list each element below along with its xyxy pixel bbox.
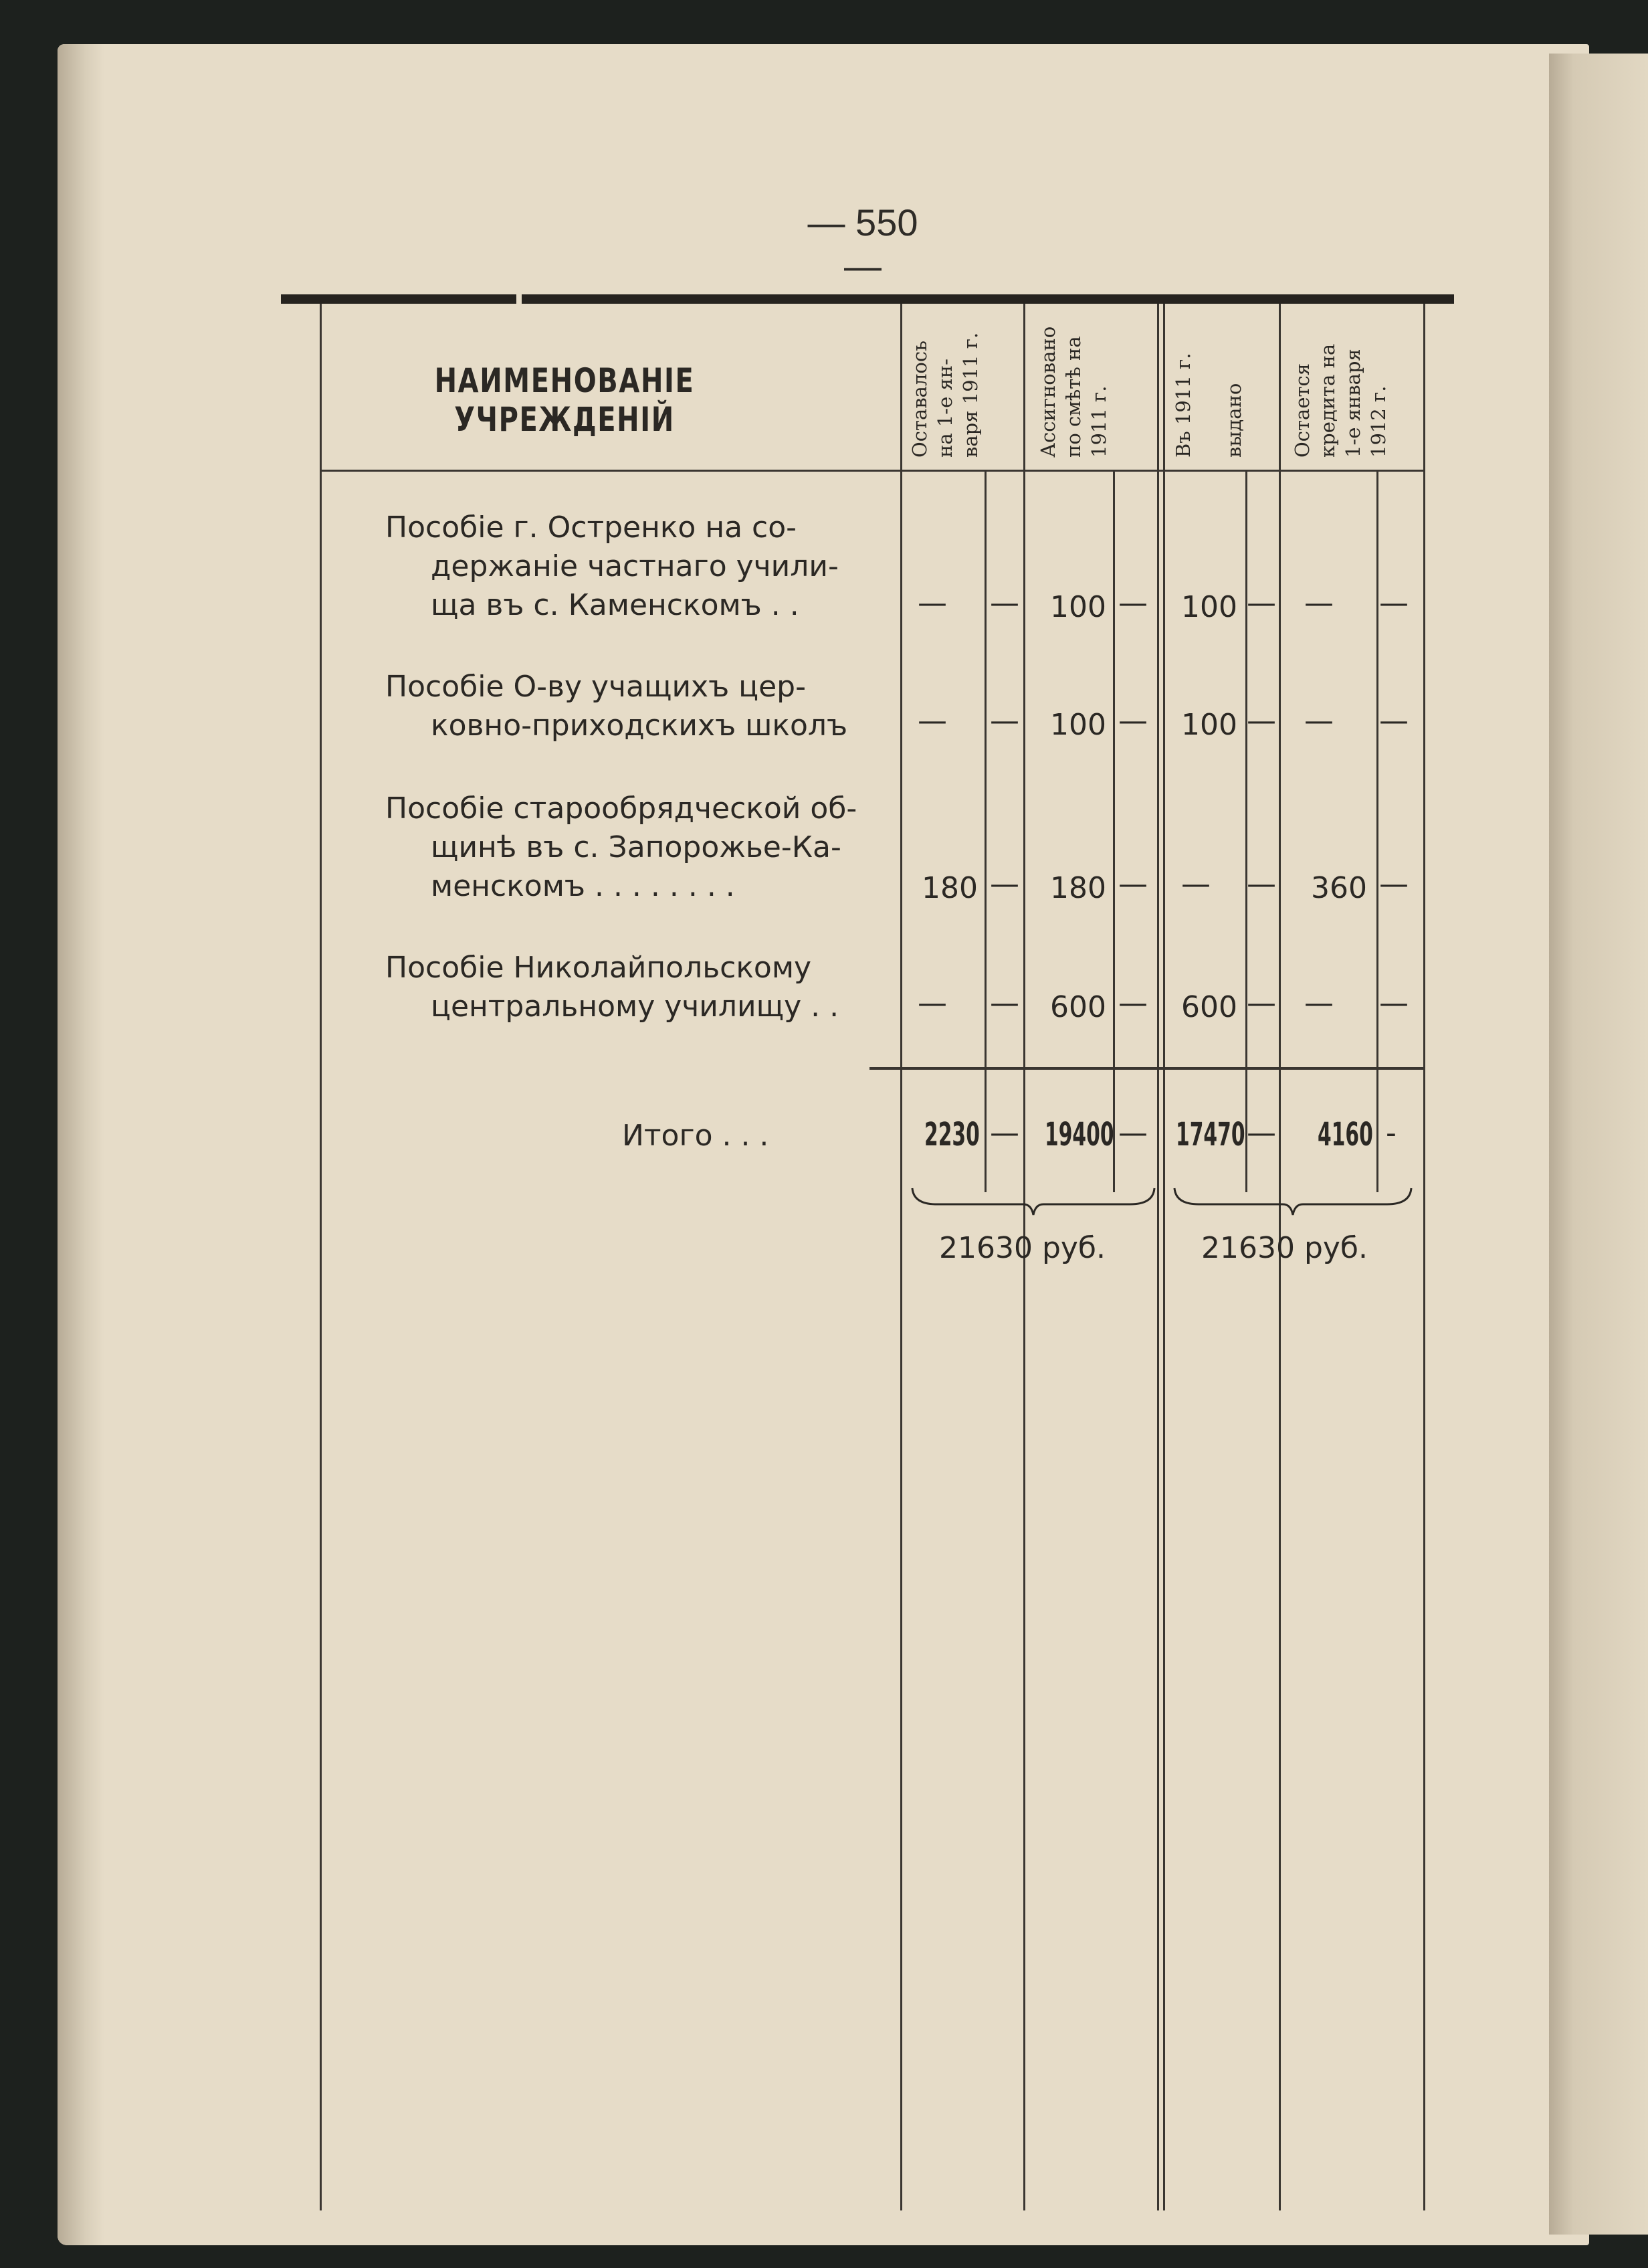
col3-sub-border xyxy=(1245,470,1247,1192)
col2-sub-border xyxy=(1113,470,1115,1192)
total-divider xyxy=(869,1067,1423,1070)
row-2-col2-kop: — xyxy=(1118,704,1148,738)
column-header-issued-1911: Въ 1911 г. выдано xyxy=(1172,353,1245,458)
row-4-col1-kop: — xyxy=(990,986,1019,1020)
left-sum: 21630 руб. xyxy=(939,1231,1106,1265)
total-col3-kop: — xyxy=(1247,1116,1276,1150)
page-edge-shadow xyxy=(58,44,104,2245)
row-4-col4: — xyxy=(1304,986,1334,1020)
col1-left-border xyxy=(900,304,902,2210)
total-col4: 4160 xyxy=(1318,1116,1373,1153)
row-3-col4-kop: — xyxy=(1379,867,1409,901)
table-right-border xyxy=(1423,304,1425,2210)
row-3-line-2: щинѣ въ с. Запорожье-Ка- xyxy=(431,830,841,864)
top-rule-right xyxy=(522,294,1454,304)
row-3-description xyxy=(385,789,857,906)
row-3-col2-kop: — xyxy=(1118,867,1148,901)
right-sum-brace xyxy=(1172,1184,1414,1218)
row-2-col1-kop: — xyxy=(990,704,1019,738)
total-col3: 17470 xyxy=(1176,1116,1245,1153)
total-col2-kop: — xyxy=(1118,1116,1148,1150)
row-2-col2: 100 xyxy=(1050,708,1106,742)
row-2-line-2: ковно-приходскихъ школъ xyxy=(431,708,848,743)
row-3-col3: — xyxy=(1181,867,1211,901)
row-4-description xyxy=(385,949,839,1026)
header-divider xyxy=(320,470,1423,472)
total-col2: 19400 xyxy=(1045,1116,1114,1153)
left-sum-brace xyxy=(910,1184,1157,1218)
row-4-col3: 600 xyxy=(1181,990,1237,1024)
row-2-col3-kop: — xyxy=(1247,704,1276,738)
row-1-col3: 100 xyxy=(1181,590,1237,624)
row-4-col4-kop: — xyxy=(1379,986,1409,1020)
row-3-col4: 360 xyxy=(1311,871,1367,905)
row-3-col2: 180 xyxy=(1050,871,1106,905)
row-1-col4: — xyxy=(1304,586,1334,620)
row-2-col4-kop: — xyxy=(1379,704,1409,738)
page-number: — 550 — xyxy=(807,201,918,287)
col3-left-border-double xyxy=(1163,304,1165,2210)
total-label: Итого . . . xyxy=(622,1119,769,1153)
row-1-col1: — xyxy=(918,586,947,620)
table-left-border xyxy=(320,304,322,2210)
row-4-line-2: центральному училищу . . xyxy=(431,989,839,1024)
row-2-col4: — xyxy=(1304,704,1334,738)
row-2-description xyxy=(385,668,847,745)
col3-left-border xyxy=(1157,304,1159,2210)
row-2-col1: — xyxy=(918,704,947,738)
total-col4-kop: - xyxy=(1386,1116,1397,1150)
col4-sub-border xyxy=(1376,470,1378,1192)
row-4-col2-kop: — xyxy=(1118,986,1148,1020)
row-1-col2-kop: — xyxy=(1118,586,1148,620)
row-1-line-1: Пособіе г. Остренко на со- xyxy=(385,510,797,545)
row-4-line-1: Пособіе Николайпольскому xyxy=(385,951,812,985)
total-col1: 2230 xyxy=(924,1116,980,1153)
row-2-line-1: Пособіе О-ву учащихъ цер- xyxy=(385,670,806,704)
row-3-col1-kop: — xyxy=(990,867,1019,901)
total-col1-kop: — xyxy=(990,1116,1019,1150)
column-header-name: НАИМЕНОВАНІЕ УЧРЕЖДЕНІЙ xyxy=(434,361,695,439)
row-1-col2: 100 xyxy=(1050,590,1106,624)
top-rule-left xyxy=(281,294,516,304)
row-2-col3: 100 xyxy=(1181,708,1237,742)
row-3-col1: 180 xyxy=(922,871,978,905)
row-3-line-3: менскомъ . . . . . . . . xyxy=(431,869,735,903)
column-header-assigned-1911: Ассигновано по смѣтѣ на 1911 г. xyxy=(1037,326,1110,458)
row-4-col2: 600 xyxy=(1050,990,1106,1024)
row-4-col3-kop: — xyxy=(1247,986,1276,1020)
row-3-col3-kop: — xyxy=(1247,867,1276,901)
row-1-line-3: ща въ с. Каменскомъ . . xyxy=(431,588,799,622)
column-header-remaining-1911: Оставалось на 1-е ян- варя 1911 г. xyxy=(908,332,982,458)
facing-page-edge xyxy=(1549,54,1648,2235)
row-1-col3-kop: — xyxy=(1247,586,1276,620)
row-1-description xyxy=(385,508,839,625)
right-sum: 21630 руб. xyxy=(1201,1231,1368,1265)
row-4-col1: — xyxy=(918,986,947,1020)
col1-sub-border xyxy=(985,470,987,1192)
column-header-remaining-1912: Остается кредита на 1-е января 1912 г. xyxy=(1291,343,1390,458)
row-1-col1-kop: — xyxy=(990,586,1019,620)
row-1-col4-kop: — xyxy=(1379,586,1409,620)
row-1-line-2: держаніе частнаго учили- xyxy=(431,549,839,583)
row-3-line-1: Пособіе старообрядческой об- xyxy=(385,791,857,826)
